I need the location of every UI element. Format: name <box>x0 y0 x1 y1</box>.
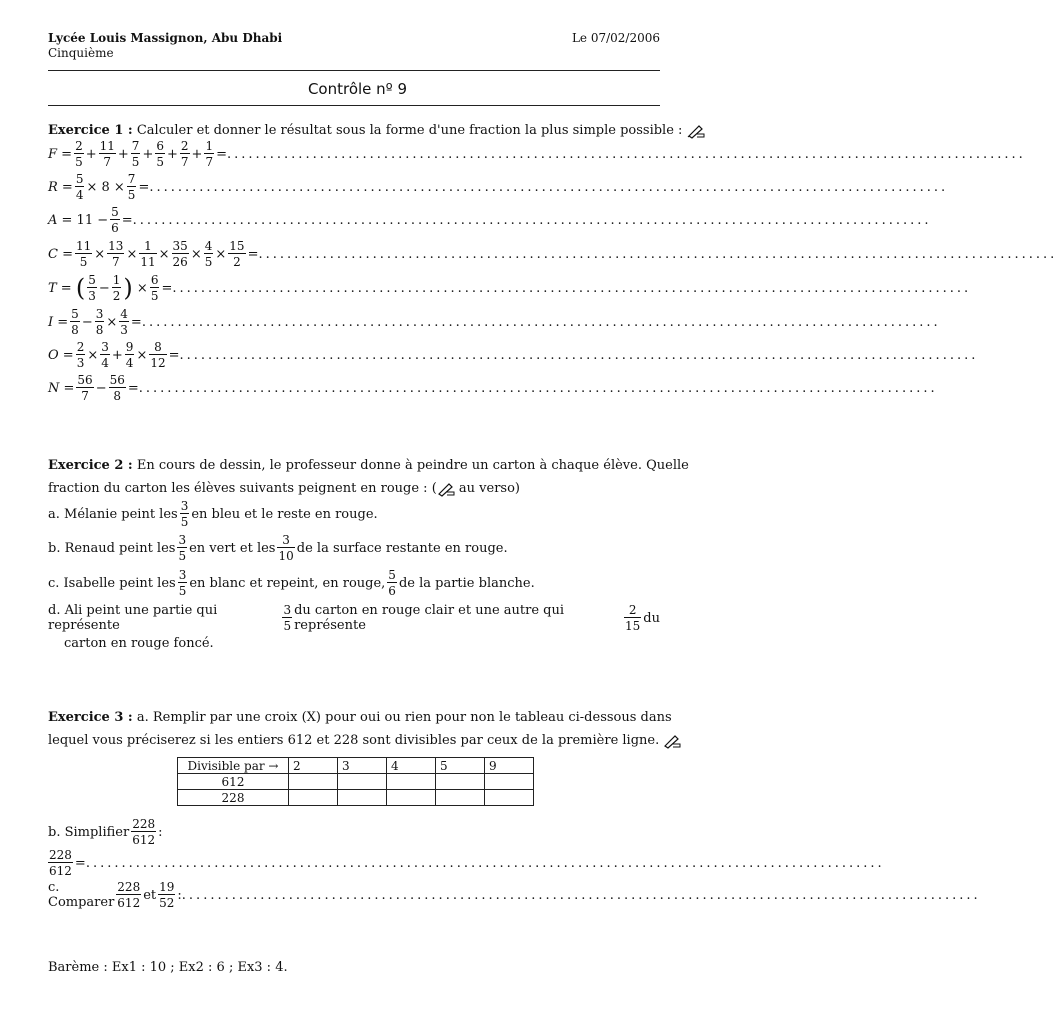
answer-dots[interactable]: ................................................................................................................ <box>141 314 941 330</box>
divisor-cell: 9 <box>485 758 534 774</box>
answer-cell[interactable] <box>436 774 485 790</box>
answer-cell[interactable] <box>289 790 338 806</box>
answer-dots[interactable]: ................................................................................................................ <box>181 887 981 903</box>
answer-cell[interactable] <box>485 774 534 790</box>
ex2-d-text: d. Ali peint une partie qui représente <box>48 603 218 633</box>
answer-dots[interactable]: ................................................................................................................ <box>85 855 885 871</box>
ex3-b-text: b. Simplifier <box>48 824 130 840</box>
ex2-item-a: a. Mélanie peint les $\frac{3}{5}$ en bleu et le reste en rouge. <box>48 499 378 529</box>
ex2-statement-line1 <box>48 458 689 473</box>
ex3-label: Exercice 3 : <box>48 710 133 725</box>
divisor-cell: 4 <box>387 758 436 774</box>
ex2-statement-line2 <box>48 481 520 496</box>
ex1-label: Exercice 1 : <box>48 123 133 138</box>
ex3-text2: lequel vous préciserez si les entiers 612 et 228 sont divisibles par ceux de la première ligne. <box>48 733 660 748</box>
ex2-b-text: b. Renaud peint les <box>48 540 176 556</box>
ex2-label: Exercice 2 : <box>48 458 133 473</box>
ex2-c-text: c. Isabelle peint les <box>48 575 176 591</box>
pencil-icon <box>687 124 705 138</box>
var-N: N <box>48 380 60 396</box>
answer-dots[interactable]: ................................................................................................................ <box>226 146 1026 162</box>
ex2-c-text2: en blanc et repeint, en rouge, <box>189 575 386 591</box>
ex3-statement-line1 <box>48 710 672 725</box>
bareme: Barème : Ex1 : 10 ; Ex2 : 6 ; Ex3 : 4. <box>48 960 288 975</box>
ex2-text2b: au verso) <box>458 481 520 496</box>
ex1-line-T: T = ( $\frac{5}{3}$ − $\frac{1}{2}$ ) × $\frac{6}{5}$ = ................................................................................................................ <box>48 273 972 303</box>
divisibility-table <box>177 757 534 806</box>
ex1-line-C: C = $\frac{11}{5}$ × $\frac{13}{7}$ × $\frac{1}{11}$ × $\frac{35}{26}$ × $\frac{4}{5}$ × $\frac{15}{2}$ = ................................................................................................................ <box>48 239 1057 269</box>
answer-dots[interactable]: ................................................................................................................ <box>138 380 938 396</box>
divisor-cell: 5 <box>436 758 485 774</box>
ex3-text1: a. Remplir par une croix (X) pour oui ou rien pour non le tableau ci-dessous dans <box>136 710 672 725</box>
answer-dots[interactable]: ................................................................................................................ <box>132 212 932 228</box>
ex1-line-O: O = $\frac{2}{3}$ × $\frac{3}{4}$ + $\frac{9}{4}$ × $\frac{8}{12}$ = ................................................................................................................ <box>48 340 979 370</box>
ex2-a-text2: en bleu et le reste en rouge. <box>191 506 378 522</box>
ex1-line-R: R = $\frac{5}{4}$ × 8 × $\frac{7}{5}$ = ................................................................................................................ <box>48 172 949 202</box>
ex3-b-answer: $\frac{228}{612}$ = ................................................................................................................ <box>49 848 885 878</box>
answer-dots[interactable]: ................................................................................................................ <box>179 347 979 363</box>
ex2-b-text2: en vert et les <box>189 540 276 556</box>
ex2-item-d-cont: carton en rouge foncé. <box>64 636 214 651</box>
var-A: A <box>48 212 58 228</box>
ex2-text2a: fraction du carton les élèves suivants peignent en rouge : ( <box>48 481 437 496</box>
answer-cell[interactable] <box>387 774 436 790</box>
table-row <box>178 758 534 774</box>
ex1-line-F: F = $\frac{2}{5}$ + $\frac{11}{7}$ + $\frac{7}{5}$ + $\frac{6}{5}$ + $\frac{2}{7}$ + $\frac{1}{7}$ = ................................................................................................................ <box>48 139 1026 169</box>
table-row <box>178 774 534 790</box>
number-cell: 228 <box>178 790 289 806</box>
page-title: Contrôle nº 9 <box>307 80 408 98</box>
ex1-line-A: A = 11 − $\frac{5}{6}$ = ................................................................................................................ <box>48 205 932 235</box>
ex3-c-text: c. Comparer <box>48 880 115 910</box>
table-row <box>178 790 534 806</box>
ex3-b-colon: : <box>158 824 163 840</box>
ex1-text: Calculer et donner le résultat sous la forme d'une fraction la plus simple possible : <box>136 123 683 138</box>
divisor-cell: 3 <box>338 758 387 774</box>
var-T: T <box>48 280 57 296</box>
var-F: F <box>48 146 58 162</box>
var-C: C <box>48 246 58 262</box>
ex2-a-text: a. Mélanie peint les <box>48 506 178 522</box>
ex2-b-text3: de la surface restante en rouge. <box>296 540 508 556</box>
ex3-item-b: b. Simplifier $\frac{228}{612}$ : <box>48 817 163 847</box>
answer-dots[interactable]: ................................................................................................................ <box>172 280 972 296</box>
answer-cell[interactable] <box>289 774 338 790</box>
ex2-c-text3: de la partie blanche. <box>398 575 535 591</box>
ex1-statement <box>48 123 705 138</box>
answer-cell[interactable] <box>338 774 387 790</box>
pencil-icon <box>663 734 681 748</box>
ex2-item-d: d. Ali peint une partie qui représente $\frac{3}{5}$ du carton en rouge clair et une autre qui représente $\frac{2}{15}$ du <box>48 603 660 633</box>
answer-cell[interactable] <box>338 790 387 806</box>
ex2-item-b: b. Renaud peint les $\frac{3}{5}$ en vert et les $\frac{3}{10}$ de la surface restante en rouge. <box>48 533 508 563</box>
ex2-text1: En cours de dessin, le professeur donne à peindre un carton à chaque élève. Quelle <box>136 458 689 473</box>
ex2-d-text2: du carton en rouge clair et une autre qui représente <box>294 603 565 633</box>
number-cell: 612 <box>178 774 289 790</box>
ex1-line-N: N = $\frac{56}{7}$ − $\frac{56}{8}$ = ................................................................................................................ <box>48 373 938 403</box>
answer-cell[interactable] <box>485 790 534 806</box>
var-I: I <box>48 314 54 330</box>
table-header: Divisible par → <box>178 758 289 774</box>
var-R: R <box>48 179 58 195</box>
ex3-statement-line2 <box>48 733 681 748</box>
ex2-item-c: c. Isabelle peint les $\frac{3}{5}$ en blanc et repeint, en rouge, $\frac{5}{6}$ de la partie blanche. <box>48 568 535 598</box>
class-level: Cinquième <box>48 46 114 60</box>
pencil-icon <box>437 482 455 496</box>
ex3-item-c: c. Comparer $\frac{228}{612}$ et $\frac{19}{52}$ : ................................................................................................................ <box>48 880 981 910</box>
date: Le 07/02/2006 <box>571 31 660 45</box>
header-rule-bottom <box>48 105 660 106</box>
answer-dots[interactable]: ................................................................................................................ <box>149 179 949 195</box>
ex2-d-text3: du <box>643 610 660 626</box>
school-name: Lycée Louis Massignon, Abu Dhabi <box>48 31 283 45</box>
divisor-cell: 2 <box>289 758 338 774</box>
header-rule-top <box>48 70 660 71</box>
ex3-c-et: et <box>143 887 157 903</box>
answer-dots[interactable]: ................................................................................................................ <box>258 246 1057 262</box>
ex1-line-I: I = $\frac{5}{8}$ − $\frac{3}{8}$ × $\frac{4}{3}$ = ................................................................................................................ <box>48 307 941 337</box>
answer-cell[interactable] <box>387 790 436 806</box>
var-O: O <box>48 347 59 363</box>
ex3-c-colon: : <box>177 887 182 903</box>
answer-cell[interactable] <box>436 790 485 806</box>
